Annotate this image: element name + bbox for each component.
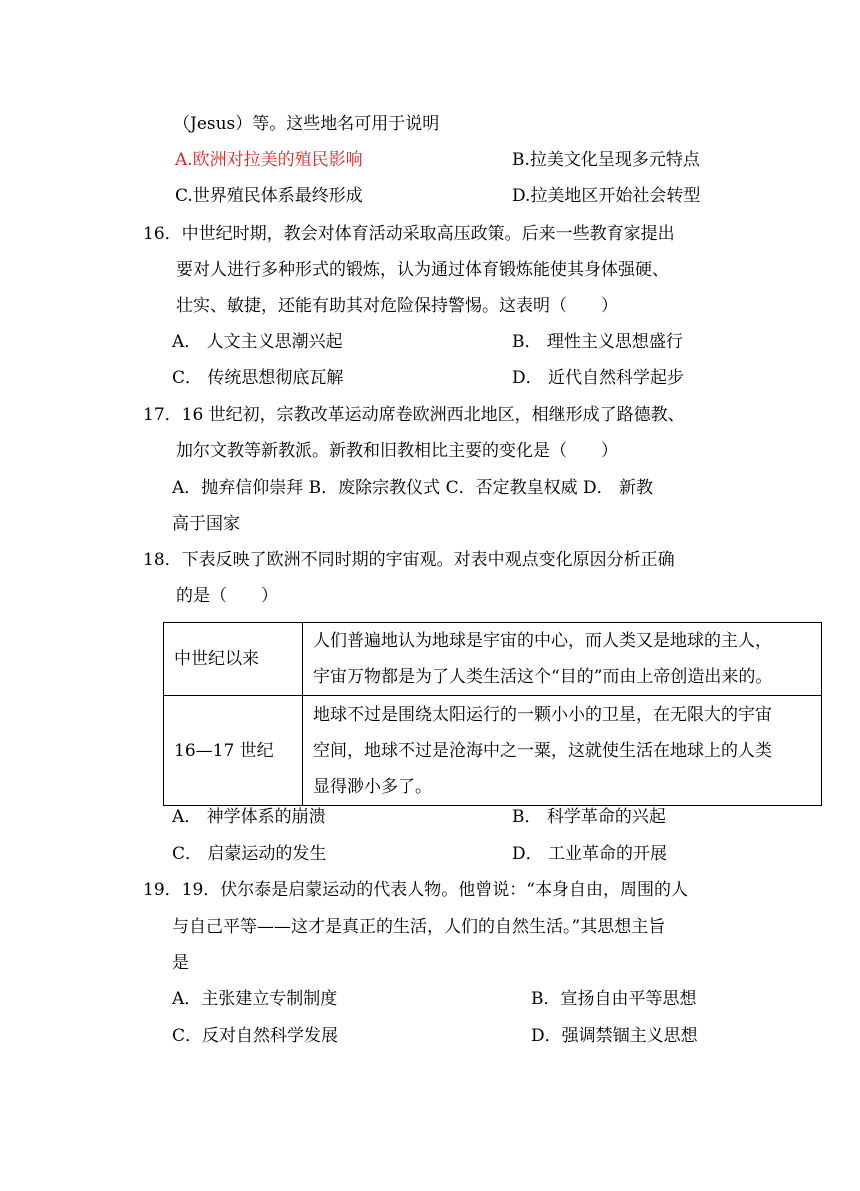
q15-option-c[interactable]: C.世界殖民体系最终形成 <box>175 186 363 206</box>
q16-stem-line-1: 16．中世纪时期，教会对体育活动采取高压政策。后来一些教育家提出 <box>143 224 675 244</box>
q16-option-b[interactable]: B． 理性主义思想盛行 <box>512 332 683 352</box>
view-line: 人们普遍地认为地球是宇宙的中心，而人类又是地球的主人， <box>313 631 772 651</box>
view-line: 地球不过是围绕太阳运行的一颗小小的卫星，在无限大的宇宙 <box>313 704 772 725</box>
cosmology-table <box>163 622 822 806</box>
q16-stem-line-2: 要对人进行多种形式的锻炼，认为通过体育锻炼能使其身体强硬、 <box>176 260 669 280</box>
q19-stem-line-2: 与自己平等——这才是真正的生活，人们的自然生活。”其思想主旨 <box>172 917 666 937</box>
q15-option-d[interactable]: D.拉美地区开始社会转型 <box>512 186 701 206</box>
table-row <box>164 623 822 696</box>
table-cell-view <box>303 696 822 806</box>
q17-stem-line-1: 17．16 世纪初，宗教改革运动席卷欧洲西北地区，相继形成了路德教、 <box>143 405 685 425</box>
view-line: 宇宙万物都是为了人类生活这个“目的”而由上帝创造出来的。 <box>313 667 773 687</box>
q16-option-a[interactable]: A． 人文主义思潮兴起 <box>172 332 343 352</box>
table-row <box>164 696 822 806</box>
q19-stem-line-1: 19．19．伏尔泰是启蒙运动的代表人物。他曾说：“本身自由，周围的人 <box>143 880 688 900</box>
q19-option-c[interactable]: C．反对自然科学发展 <box>172 1026 339 1046</box>
q15-option-a[interactable]: A.欧洲对拉美的殖民影响 <box>175 150 363 170</box>
q18-option-a[interactable]: A． 神学体系的崩溃 <box>172 807 326 827</box>
q16-option-c[interactable]: C． 传统思想彻底瓦解 <box>172 368 344 388</box>
view-line: 空间，地球不过是沧海中之一粟，这就使生活在地球上的人类 <box>313 740 772 761</box>
q18-option-c[interactable]: C． 启蒙运动的发生 <box>172 844 327 864</box>
q15-option-b[interactable]: B.拉美文化呈现多元特点 <box>512 150 700 170</box>
table-cell-view <box>303 623 822 696</box>
q17-options-wrap: 高于国家 <box>172 514 240 534</box>
q17-options-line[interactable]: A．抛弃信仰崇拜 B．废除宗教仪式 C．否定教皇权威 D． 新教 <box>172 478 654 498</box>
table-cell-period: 16—17 世纪 <box>164 696 303 806</box>
q17-stem-line-2: 加尔文教等新教派。新教和旧教相比主要的变化是（ ） <box>176 441 618 461</box>
q18-option-d[interactable]: D． 工业革命的开展 <box>512 844 668 864</box>
view-line: 显得渺小多了。 <box>313 776 432 797</box>
q18-option-b[interactable]: B． 科学革命的兴起 <box>512 807 666 827</box>
q15-stem-line: （Jesus）等。这些地名可用于说明 <box>173 114 440 134</box>
q16-stem-line-3: 壮实、敏捷，还能有助其对危险保持警惕。这表明（ ） <box>176 296 618 316</box>
q16-option-d[interactable]: D． 近代自然科学起步 <box>512 368 685 388</box>
q19-option-d[interactable]: D．强调禁锢主义思想 <box>531 1026 698 1046</box>
q18-stem-line-2: 的是（ ） <box>176 586 278 606</box>
q19-option-b[interactable]: B．宣扬自由平等思想 <box>531 989 697 1009</box>
q19-stem-line-3: 是 <box>172 953 189 973</box>
q18-stem-line-1: 18．下表反映了欧洲不同时期的宇宙观。对表中观点变化原因分析正确 <box>143 550 675 570</box>
table-cell-period: 中世纪以来 <box>164 623 303 696</box>
q19-option-a[interactable]: A．主张建立专制制度 <box>172 989 338 1009</box>
